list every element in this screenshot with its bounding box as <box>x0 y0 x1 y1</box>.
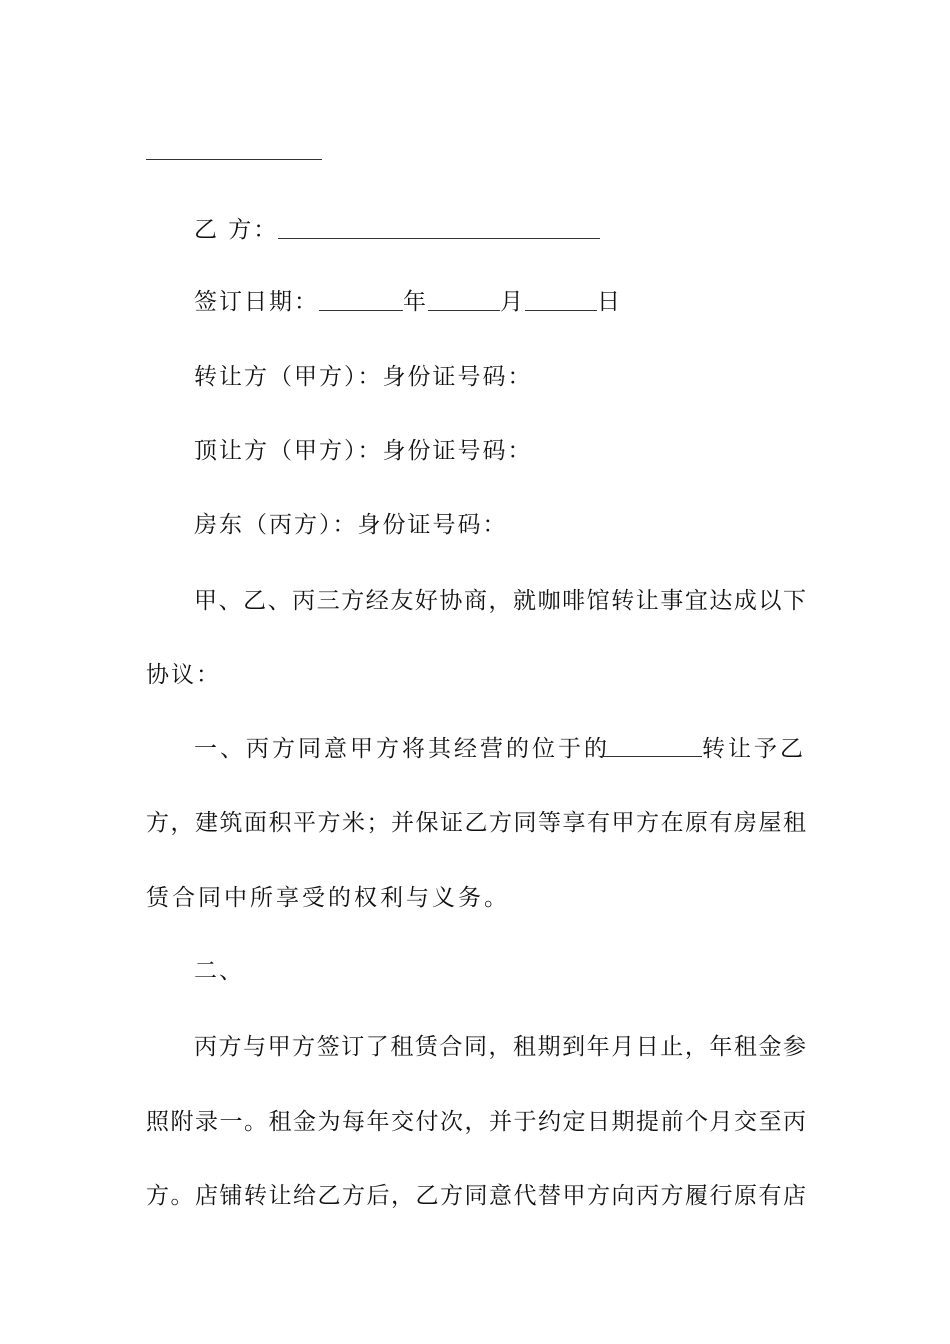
year-char: 年 <box>403 289 428 315</box>
intro-line-1: 甲、乙、丙三方经友好协商，就咖啡馆转让事宜达成以下 <box>194 588 806 614</box>
clause1-line-1 <box>194 734 806 764</box>
clause2-line-1: 丙方与甲方签订了租赁合同，租期到年月日止，年租金参 <box>194 1034 806 1060</box>
party-b-blank <box>278 216 600 239</box>
party-b-label: 乙 方： <box>194 217 279 243</box>
intro-line-2: 协议： <box>146 662 221 688</box>
clause2-heading: 二、 <box>194 958 244 984</box>
landlord-line: 房东（丙方）：身份证号码： <box>194 512 508 538</box>
sign-date-label: 签订日期： <box>194 289 319 315</box>
clause1-part-b: 转让予乙 <box>702 736 806 762</box>
month-blank <box>428 288 500 311</box>
clause1-line-3: 赁合同中所享受的权利与义务。 <box>146 885 510 911</box>
sign-date-row <box>194 287 622 317</box>
clause2-line-3: 方。店铺转让给乙方后，乙方同意代替甲方向丙方履行原有店 <box>146 1183 806 1209</box>
top-signature-line <box>146 159 322 160</box>
day-blank <box>525 288 597 311</box>
day-char: 日 <box>597 289 622 315</box>
clause1-part-a: 一、丙方同意甲方将其经营的位于的 <box>194 736 610 762</box>
transferor-line: 转让方（甲方）：身份证号码： <box>194 364 533 390</box>
month-char: 月 <box>500 289 525 315</box>
transferee-line: 顶让方（甲方）：身份证号码： <box>194 438 533 464</box>
party-b-row <box>194 215 600 245</box>
clause2-line-2: 照附录一。租金为每年交付次，并于约定日期提前个月交至丙 <box>146 1109 806 1135</box>
location-blank <box>602 734 702 757</box>
year-blank <box>319 288 403 311</box>
clause1-line-2: 方，建筑面积平方米；并保证乙方同等享有甲方在原有房屋租 <box>146 810 806 836</box>
